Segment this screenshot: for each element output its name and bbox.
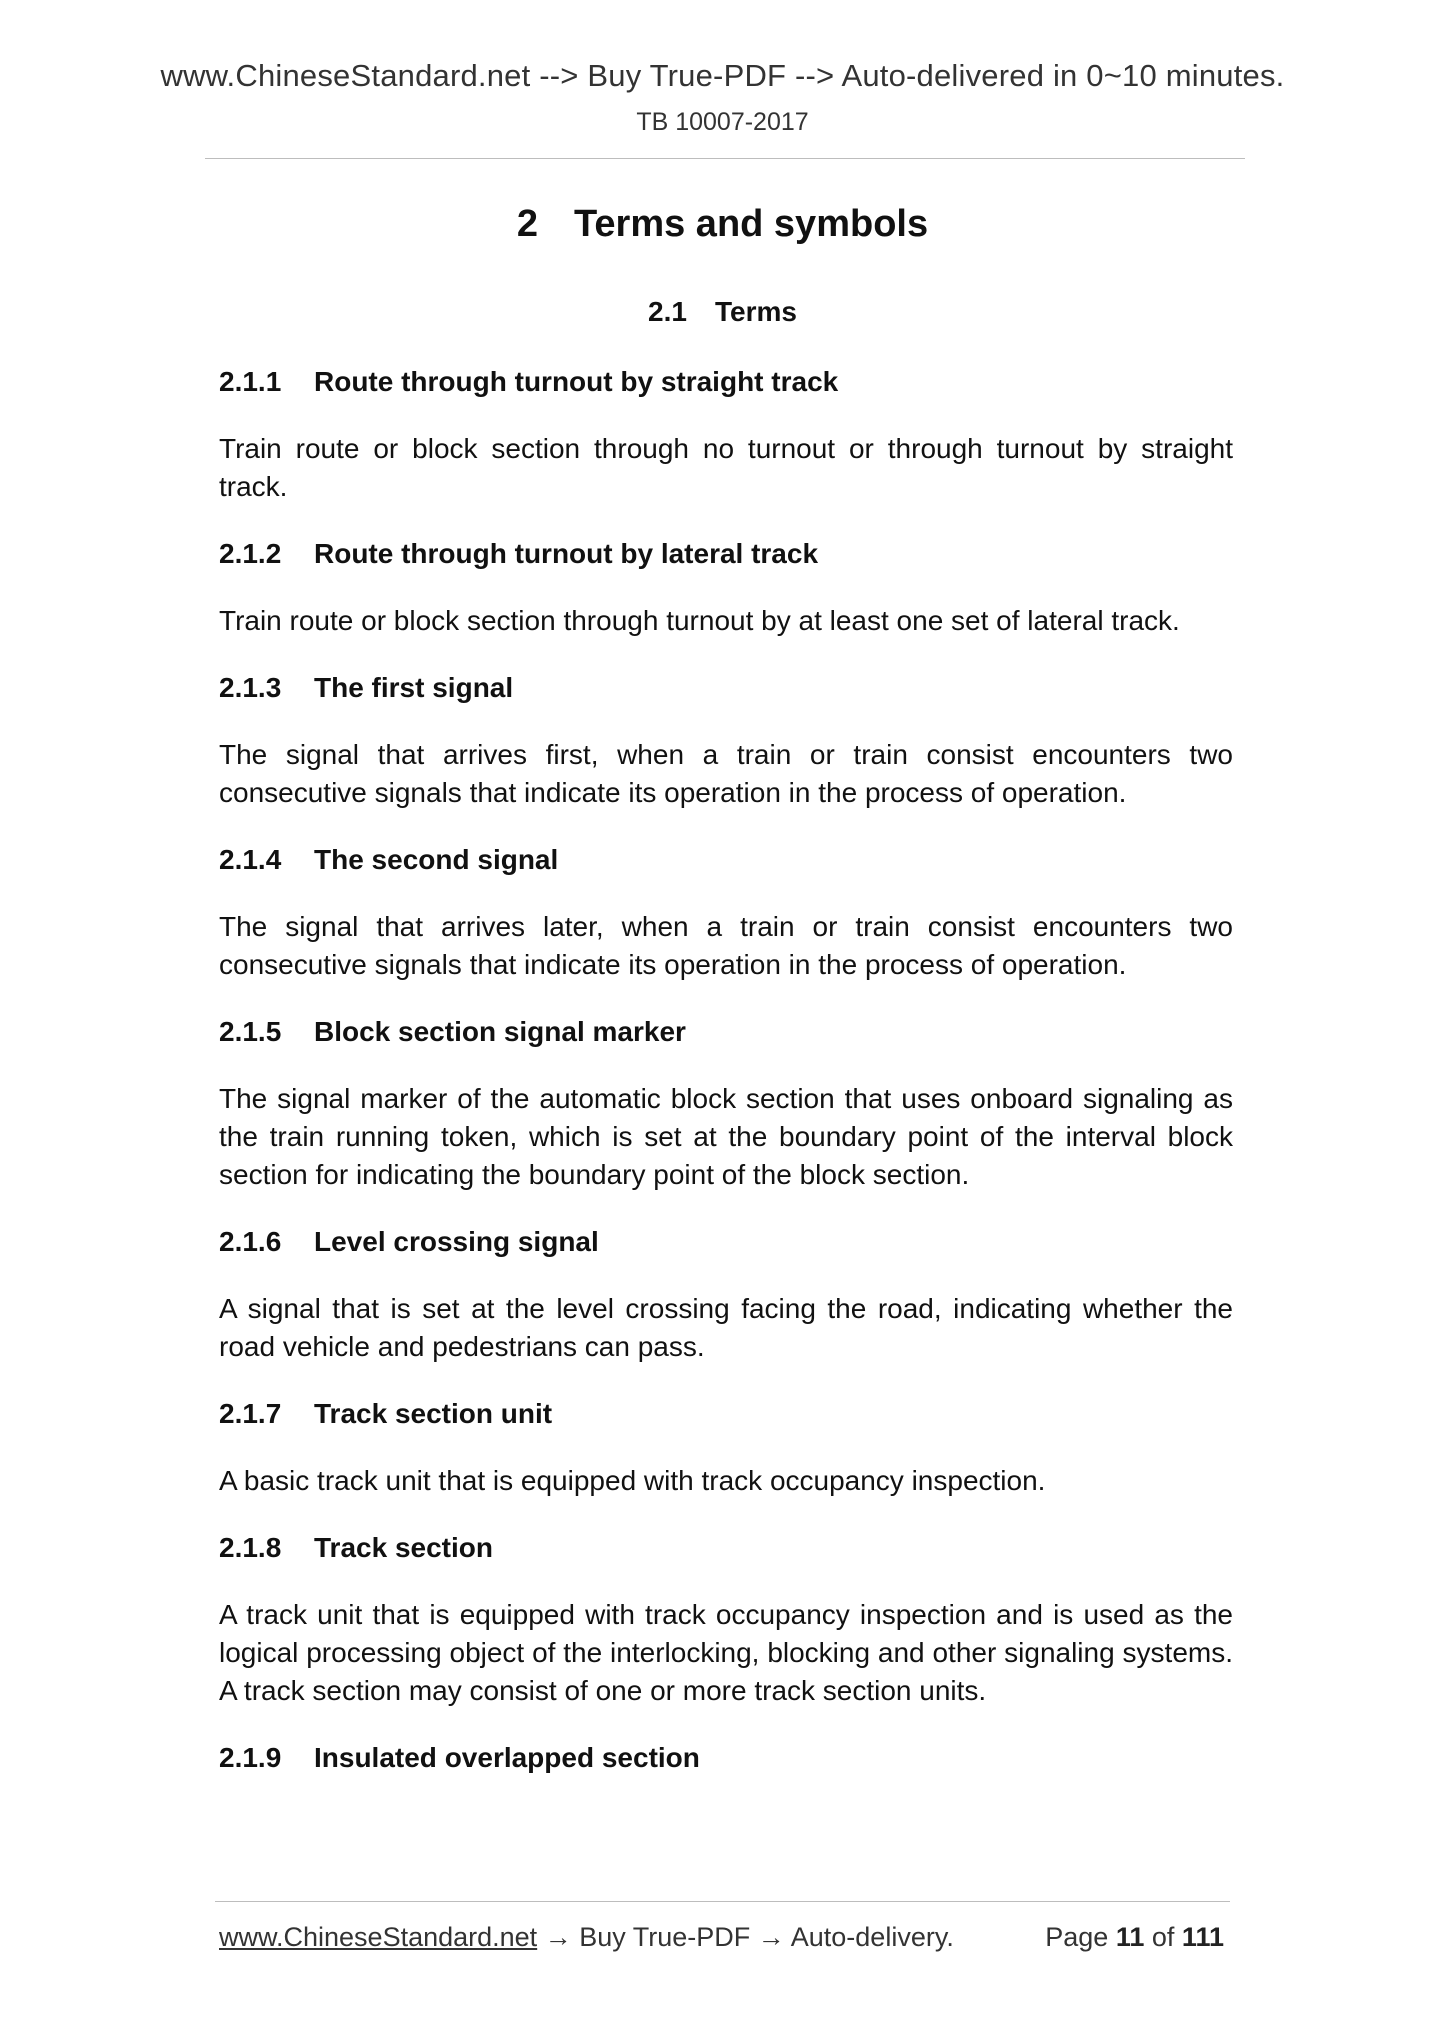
term-title: Track section — [314, 1532, 493, 1563]
footer-divider — [215, 1901, 1230, 1902]
page-number — [1045, 1922, 1224, 1953]
term-number: 2.1.8 — [219, 1532, 282, 1563]
term-title: The second signal — [314, 844, 559, 875]
footer-trail-text: → Buy True-PDF → Auto-delivery. — [544, 1922, 954, 1952]
term-number: 2.1.9 — [219, 1742, 282, 1773]
term-entry — [219, 1530, 1233, 1710]
document-code: TB 10007-2017 — [636, 108, 809, 136]
term-number: 2.1.3 — [219, 672, 282, 703]
page-footer — [219, 1922, 1224, 1958]
term-heading — [219, 1224, 1233, 1260]
term-number: 2.1.4 — [219, 844, 282, 875]
term-heading — [219, 364, 1233, 400]
term-number: 2.1.5 — [219, 1016, 282, 1047]
page-current: 11 — [1115, 1922, 1145, 1952]
term-heading — [219, 1396, 1233, 1432]
term-number: 2.1.2 — [219, 538, 282, 569]
term-heading — [219, 670, 1233, 706]
header-banner: www.ChineseStandard.net --> Buy True-PDF --> Auto-delivered in 0~10 minutes. — [160, 58, 1285, 93]
term-title: Level crossing signal — [314, 1226, 599, 1257]
term-entry — [219, 536, 1233, 640]
term-entry — [219, 1740, 1233, 1776]
terms-list — [219, 364, 1233, 1806]
term-heading — [219, 1740, 1233, 1776]
term-entry — [219, 842, 1233, 984]
footer-links — [219, 1922, 954, 1953]
chapter-title — [0, 203, 1445, 246]
term-entry — [219, 364, 1233, 506]
term-heading — [219, 1530, 1233, 1566]
term-heading — [219, 1014, 1233, 1050]
term-title: Route through turnout by lateral track — [314, 538, 819, 569]
term-title: The first signal — [314, 672, 514, 703]
term-definition: Train route or block section through no turnout or through turnout by straight track. — [219, 433, 1233, 502]
term-definition: The signal that arrives first, when a train or train consist encounters two consecutive signals that indicate its operation in the process of operation. — [219, 739, 1233, 808]
page-of: of — [1151, 1922, 1175, 1952]
term-number: 2.1.6 — [219, 1226, 282, 1257]
term-entry — [219, 670, 1233, 812]
term-definition: A signal that is set at the level crossing facing the road, indicating whether the road vehicle and pedestrians can pass. — [219, 1293, 1233, 1362]
term-title: Track section unit — [314, 1398, 553, 1429]
term-number: 2.1.1 — [219, 366, 282, 397]
chapter-title-text: Terms and symbols — [574, 203, 929, 245]
term-entry — [219, 1396, 1233, 1500]
term-title: Block section signal marker — [314, 1016, 686, 1047]
footer-site-link[interactable]: www.ChineseStandard.net — [219, 1922, 538, 1952]
section-title — [0, 296, 1445, 328]
page-prefix: Page — [1045, 1922, 1109, 1952]
term-number: 2.1.7 — [219, 1398, 282, 1429]
term-definition: A basic track unit that is equipped with track occupancy inspection. — [219, 1465, 1046, 1496]
term-definition: A track unit that is equipped with track occupancy inspection and is used as the logical processing object of the interlocking, blocking and other signaling systems. A track section may consist of one or more track section units. — [219, 1599, 1233, 1706]
term-definition: Train route or block section through turnout by at least one set of lateral track. — [219, 605, 1180, 636]
section-title-text: Terms — [714, 296, 797, 327]
page-total: 111 — [1181, 1922, 1224, 1952]
header-divider — [205, 158, 1245, 159]
term-heading — [219, 842, 1233, 878]
term-title: Insulated overlapped section — [314, 1742, 700, 1773]
term-entry — [219, 1224, 1233, 1366]
term-heading — [219, 536, 1233, 572]
term-definition: The signal marker of the automatic block section that uses onboard signaling as the train running token, which is set at the boundary point of the interval block section for indicating the boundary point of the block section. — [219, 1083, 1233, 1190]
term-title: Route through turnout by straight track — [314, 366, 839, 397]
term-entry — [219, 1014, 1233, 1194]
chapter-number: 2 — [516, 203, 539, 245]
term-definition: The signal that arrives later, when a train or train consist encounters two consecutive signals that indicate its operation in the process of operation. — [219, 911, 1233, 980]
section-number: 2.1 — [648, 296, 687, 327]
